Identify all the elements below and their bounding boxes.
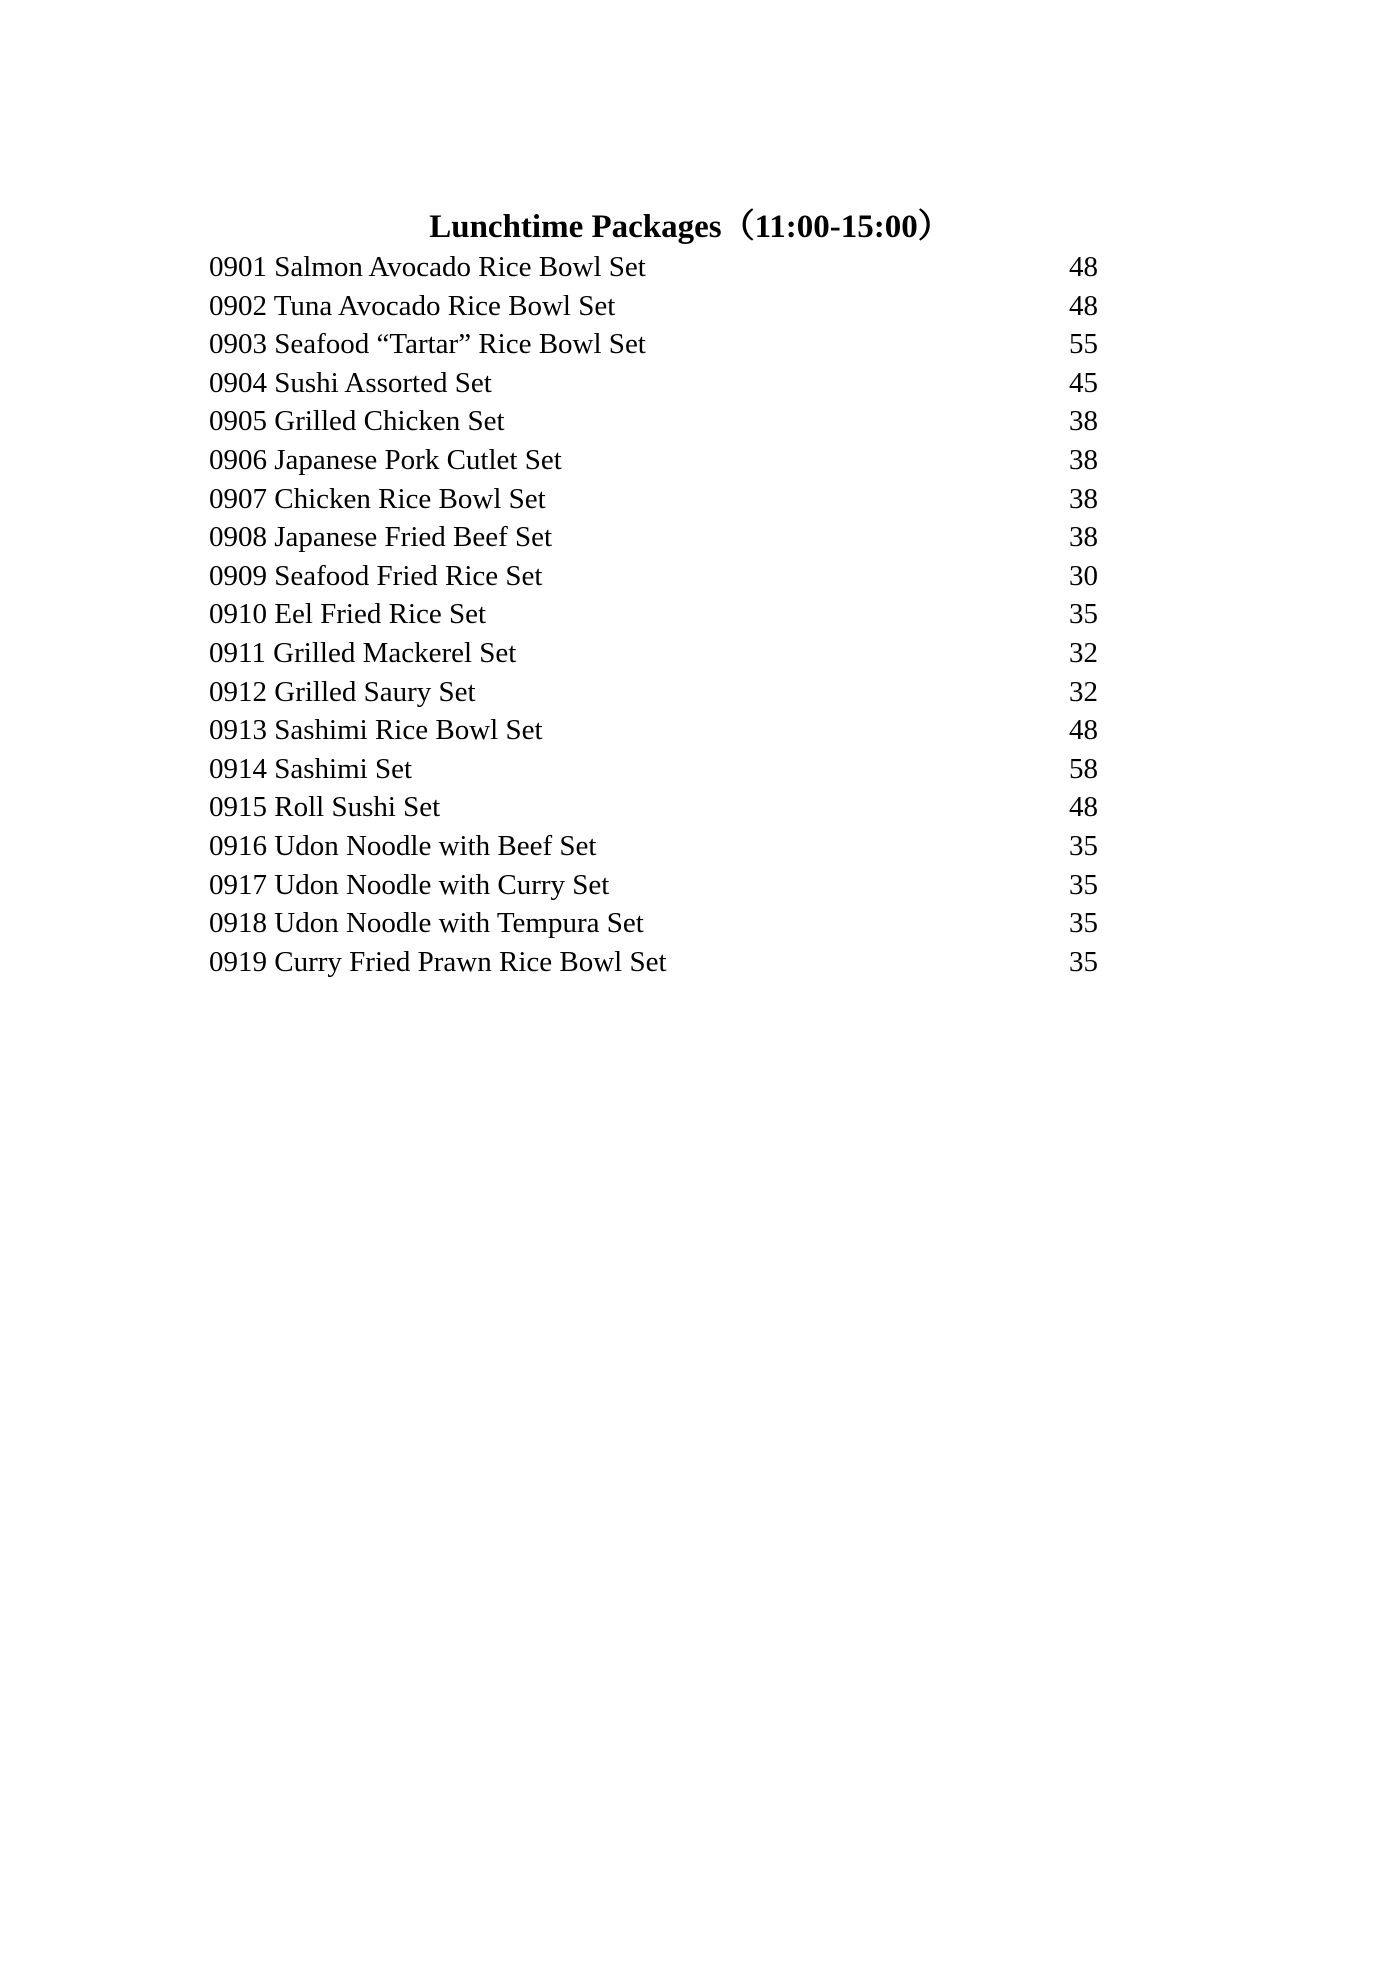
menu-item-price: 30 xyxy=(1069,559,1098,592)
menu-item xyxy=(209,866,1109,905)
menu-item-price: 38 xyxy=(1069,521,1098,554)
menu-item xyxy=(209,827,1109,866)
menu-item-name: 0906 Japanese Pork Cutlet Set xyxy=(209,443,562,476)
menu-item-price: 32 xyxy=(1069,675,1098,708)
menu-item xyxy=(209,364,1109,403)
menu-item-price: 35 xyxy=(1069,907,1098,940)
menu-item xyxy=(209,788,1109,827)
menu-item xyxy=(209,904,1109,943)
menu-item-price: 35 xyxy=(1069,598,1098,631)
menu-item xyxy=(209,750,1109,789)
menu-item xyxy=(209,325,1109,364)
menu-item xyxy=(209,287,1109,326)
menu-item xyxy=(209,557,1109,596)
menu-list xyxy=(209,248,1109,981)
menu-item-name: 0905 Grilled Chicken Set xyxy=(209,405,505,438)
menu-item-name: 0902 Tuna Avocado Rice Bowl Set xyxy=(209,289,616,322)
menu-item-name: 0917 Udon Noodle with Curry Set xyxy=(209,868,610,901)
menu-item xyxy=(209,441,1109,480)
menu-item-name: 0914 Sashimi Set xyxy=(209,752,413,785)
menu-item-price: 48 xyxy=(1069,251,1098,283)
menu-item-price: 32 xyxy=(1069,636,1098,669)
menu-item xyxy=(209,595,1109,634)
menu-item-price: 48 xyxy=(1069,791,1098,824)
menu-item-name: 0910 Eel Fried Rice Set xyxy=(209,598,487,631)
menu-item-name: 0916 Udon Noodle with Beef Set xyxy=(209,829,597,862)
menu-item-name: 0903 Seafood “Tartar” Rice Bowl Set xyxy=(209,328,646,361)
menu-item xyxy=(209,248,1109,287)
menu-item-name: 0912 Grilled Saury Set xyxy=(209,675,476,708)
menu-item xyxy=(209,673,1109,712)
menu-item xyxy=(209,711,1109,750)
menu-item-name: 0908 Japanese Fried Beef Set xyxy=(209,521,553,554)
menu-item xyxy=(209,402,1109,441)
menu-item-price: 35 xyxy=(1069,829,1098,862)
menu-item xyxy=(209,480,1109,519)
menu-item-name: 0901 Salmon Avocado Rice Bowl Set xyxy=(209,251,646,283)
menu-item-price: 45 xyxy=(1069,366,1098,399)
menu-item-name: 0909 Seafood Fried Rice Set xyxy=(209,559,543,592)
menu-item-name: 0919 Curry Fried Prawn Rice Bowl Set xyxy=(209,945,667,978)
menu-item-price: 48 xyxy=(1069,714,1098,747)
menu-item xyxy=(209,634,1109,673)
menu-item xyxy=(209,518,1109,557)
menu-item-price: 38 xyxy=(1069,405,1098,438)
menu-item-name: 0913 Sashimi Rice Bowl Set xyxy=(209,714,543,747)
menu-item-price: 35 xyxy=(1069,945,1098,978)
menu-item-price: 38 xyxy=(1069,443,1098,476)
menu-item-name: 0915 Roll Sushi Set xyxy=(209,791,441,824)
menu-item-price: 35 xyxy=(1069,868,1098,901)
menu-item xyxy=(209,943,1109,982)
menu-item-price: 58 xyxy=(1069,752,1098,785)
page-title: Lunchtime Packages（11:00-15:00） xyxy=(429,209,951,245)
menu-item-name: 0904 Sushi Assorted Set xyxy=(209,366,492,399)
menu-item-name: 0918 Udon Noodle with Tempura Set xyxy=(209,907,644,940)
menu-item-price: 38 xyxy=(1069,482,1098,515)
menu-item-price: 48 xyxy=(1069,289,1098,322)
menu-item-name: 0907 Chicken Rice Bowl Set xyxy=(209,482,546,515)
menu-item-price: 55 xyxy=(1069,328,1098,361)
menu-item-name: 0911 Grilled Mackerel Set xyxy=(209,636,517,669)
